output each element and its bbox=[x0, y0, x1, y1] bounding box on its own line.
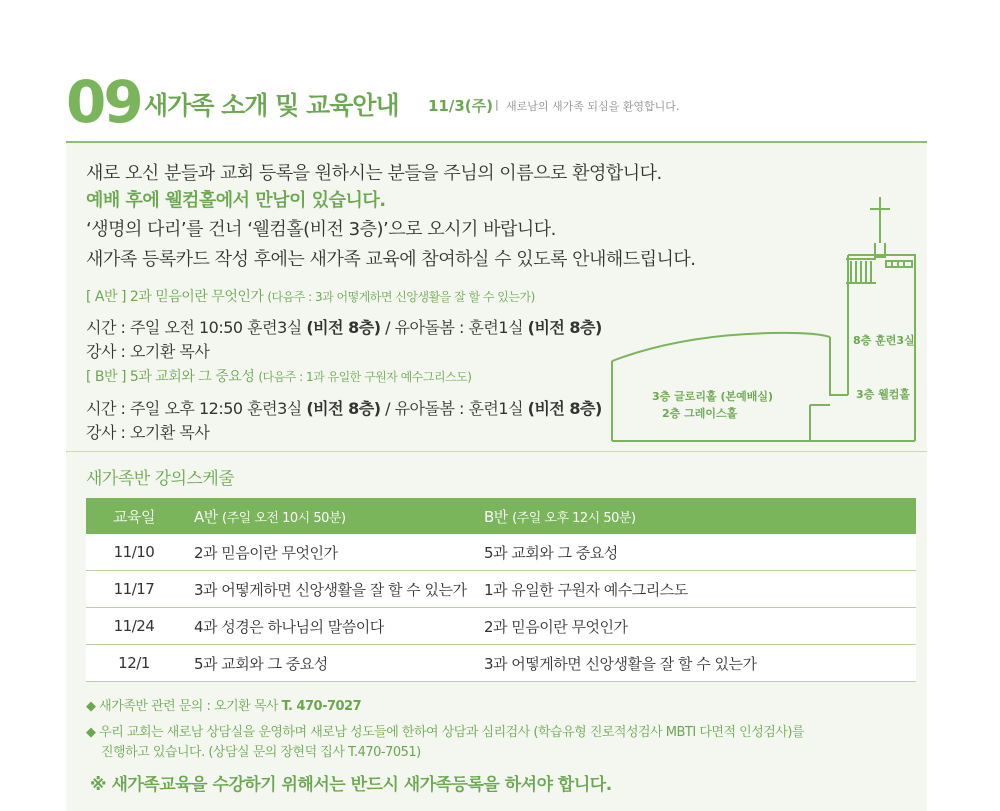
table-row bbox=[86, 571, 916, 608]
row-date: 12/1 bbox=[86, 645, 182, 682]
intro-highlight: 예배 후에 웰컴홀에서 만남이 있습니다. bbox=[86, 190, 386, 211]
header-class-b-time: (주일 오후 12시 50분) bbox=[512, 510, 636, 526]
row-class-a: 4과 성경은 하나님의 말씀이다 bbox=[182, 608, 472, 645]
header-class-b-label: B반 bbox=[484, 507, 508, 526]
schedule-header-row bbox=[86, 498, 916, 534]
header-separator: | bbox=[495, 98, 499, 111]
note-inquiry bbox=[86, 695, 361, 714]
row-date: 11/24 bbox=[86, 608, 182, 645]
schedule-title: 새가족반 강의스케줄 bbox=[86, 469, 235, 489]
header-class-b bbox=[472, 498, 916, 534]
table-row bbox=[86, 608, 916, 645]
label-3f-glory-hall: 3층 글로리홀 (본예배실) bbox=[652, 390, 774, 403]
class-a-time-floor: (비전 8층) bbox=[306, 318, 381, 337]
table-row bbox=[86, 645, 916, 682]
registration-notice: ※ 새가족교육을 수강하기 위해서는 반드시 새가족등록을 하셔야 합니다. bbox=[90, 775, 612, 795]
section-divider bbox=[66, 451, 927, 452]
section-date: 11/3(주) bbox=[428, 97, 493, 115]
intro-line-1: 새로 오신 분들과 교회 등록을 원하시는 분들을 주님의 이름으로 환영합니다. bbox=[86, 163, 662, 184]
class-a-heading bbox=[86, 286, 535, 306]
header-class-a-label: A반 bbox=[194, 507, 218, 526]
class-b-time bbox=[86, 396, 602, 419]
church-building-illustration bbox=[610, 195, 922, 445]
class-b-time-text: 시간 : 주일 오후 12:50 훈련3실 bbox=[86, 399, 302, 418]
class-a-next: (다음주 : 3과 어떻게하면 신앙생활을 잘 할 수 있는가) bbox=[267, 290, 535, 304]
section-subtitle: 새로남의 새가족 되심을 환영합니다. bbox=[506, 100, 680, 113]
row-class-a: 3과 어떻게하면 신앙생활을 잘 할 수 있는가 bbox=[182, 571, 472, 608]
header-class-a-time: (주일 오전 10시 50분) bbox=[222, 510, 346, 526]
class-b-time-floor: (비전 8층) bbox=[306, 399, 381, 418]
label-2f-grace-hall: 2층 그레이스홀 bbox=[662, 407, 738, 420]
header-date: 교육일 bbox=[86, 498, 182, 534]
row-class-a: 2과 믿음이란 무엇인가 bbox=[182, 534, 472, 571]
row-date: 11/10 bbox=[86, 534, 182, 571]
intro-line-3: ‘생명의 다리’를 건너 ‘웰컴홀(비전 3층)’으로 오시기 바랍니다. bbox=[86, 219, 556, 240]
class-b-title: [ B반 ] 5과 교회와 그 중요성 bbox=[86, 369, 255, 385]
note-inquiry-phone: T. 470-7027 bbox=[281, 699, 362, 714]
class-b-teacher: 강사 : 오기환 목사 bbox=[86, 423, 210, 442]
label-3f-welcome-hall: 3층 웰컴홀 bbox=[856, 388, 910, 401]
class-b-nursery: / 유아돌봄 : 훈련1실 bbox=[385, 399, 524, 418]
schedule-table bbox=[86, 498, 916, 682]
note-inquiry-text: 새가족반 관련 문의 : 오기환 목사 bbox=[99, 699, 278, 714]
class-a-time-text: 시간 : 주일 오전 10:50 훈련3실 bbox=[86, 318, 302, 337]
class-a-time bbox=[86, 315, 602, 338]
table-row bbox=[86, 534, 916, 571]
class-a-nursery: / 유아돌봄 : 훈련1실 bbox=[385, 318, 524, 337]
class-b-next: (다음주 : 1과 유일한 구원자 예수그리스도) bbox=[258, 370, 472, 384]
class-a-teacher: 강사 : 오기환 목사 bbox=[86, 342, 210, 361]
class-a-nursery-floor: (비전 8층) bbox=[527, 318, 602, 337]
section-title: 새가족 소개 및 교육안내 bbox=[144, 91, 399, 120]
class-a-title: [ A반 ] 2과 믿음이란 무엇인가 bbox=[86, 289, 264, 305]
row-class-a: 5과 교회와 그 중요성 bbox=[182, 645, 472, 682]
row-class-b: 2과 믿음이란 무엇인가 bbox=[472, 608, 916, 645]
row-class-b: 5과 교회와 그 중요성 bbox=[472, 534, 916, 571]
note-counseling-cont: 진행하고 있습니다. (상담실 문의 장현덕 집사 T.470-7051) bbox=[101, 745, 421, 760]
class-b-nursery-floor: (비전 8층) bbox=[527, 399, 602, 418]
row-date: 11/17 bbox=[86, 571, 182, 608]
class-b-heading bbox=[86, 366, 471, 386]
label-8f-training: 8층 훈련3실 bbox=[853, 334, 915, 347]
row-class-b: 3과 어떻게하면 신앙생활을 잘 할 수 있는가 bbox=[472, 645, 916, 682]
bullet-icon: ◆ bbox=[86, 725, 96, 740]
header-class-a bbox=[182, 498, 472, 534]
note-counseling bbox=[86, 721, 804, 740]
section-number: 09 bbox=[66, 68, 141, 136]
note-counseling-text: 우리 교회는 새로남 상담실을 운영하며 새로남 성도들에 한하여 상담과 심리검사 (학습유형 진로적성검사 MBTI 다면적 인성검사)를 bbox=[99, 725, 805, 740]
row-class-b: 1과 유일한 구원자 예수그리스도 bbox=[472, 571, 916, 608]
intro-line-4: 새가족 등록카드 작성 후에는 새가족 교육에 참여하실 수 있도록 안내해드립니다. bbox=[86, 249, 696, 270]
bullet-icon: ◆ bbox=[86, 699, 96, 714]
